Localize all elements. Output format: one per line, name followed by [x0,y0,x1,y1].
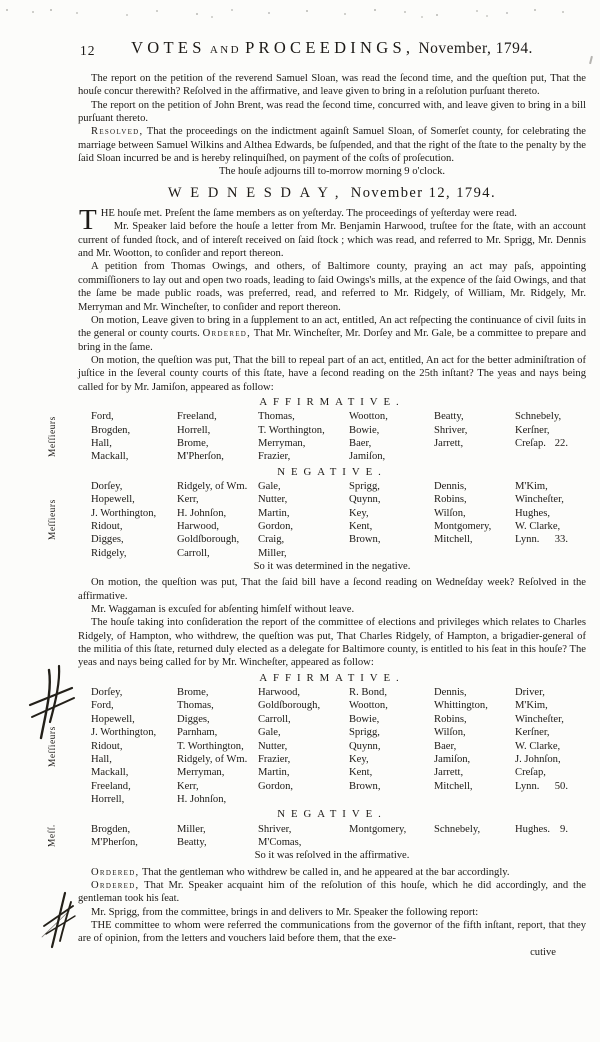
voter-name: Dorſey, [91,480,123,492]
title-proceedings: PROCEEDINGS, [245,38,415,57]
title-date: November, 1794. [418,40,533,57]
voter-name: Shriver, [434,424,468,436]
voter-name: Whittington, [434,700,488,712]
voter-name: Wilſon, [434,727,466,739]
voter-name: Thomas, [258,411,295,423]
day-heading-date: November 12, 1794. [350,184,497,201]
voter-name: Frazier, [258,753,291,765]
voter-name: Wilſon, [434,507,466,519]
voter-name: Kerr, [177,780,199,792]
voter-name: Ford, [91,700,114,712]
voter-name: Hall, [91,437,112,449]
vote-row [91,507,586,520]
vote-row [91,533,586,546]
vote-tally: 50. [554,780,568,792]
vote-row [91,740,586,753]
voter-name [434,450,515,463]
voter-name: Kerſner, [515,727,550,739]
voter-name: M'Pherſon, [91,836,138,848]
voter-name [349,793,434,806]
supplement-before: On motion, Leave given to bring in a ſupplement to an act, entitled, An act reſpecting the continuance of civil ſuits in the general or county courts. [78,314,586,340]
vote-row [91,410,586,423]
voter-name: Brogden, [91,823,131,835]
vote-row [91,520,586,533]
voter-name: Kent, [349,767,373,779]
messieurs-text: Meſſ. [47,824,58,848]
voter-name: Schnebely, [515,411,562,423]
vote-row [91,836,586,849]
ordered-called-in-paragraph [78,866,586,879]
voter-name: Brown, [349,534,381,546]
voter-name: Mitchell, [434,780,473,792]
voter-name: Nutter, [258,494,288,506]
drop-cap: T [79,204,97,237]
vote-row [91,766,586,779]
page-header [78,38,586,60]
voter-name: Harwood, [258,687,301,699]
voter-name: Hughes, [515,507,551,519]
voter-name: Digges, [177,713,210,725]
voter-name: Carroll, [177,547,210,559]
voter-name: Key, [349,753,369,765]
voter-name [258,793,349,806]
voter-name: Nutter, [258,740,288,752]
supplement-paragraph [78,314,586,354]
catchword: cutive [530,946,556,958]
voter-name: Wootton, [349,700,388,712]
voter-name: Hall, [91,753,112,765]
ridgely-question-paragraph: The houſe taking into conſideration the report of the committee of elections and privileges which relates to Charles Ridgely, of Hampton, who withdrew, the queſtion was put, That Charles Ridgely, of Hampton, a brigadier-general of the militia of this ſtate, returned duly elected as a delegate for Baltimore county, is entitled to his ſeat in this houſe? The yeas and nays being called for by Mr. Wincheſter, appeared as follow: [78,617,586,669]
voter-name: Hughes. [515,823,551,835]
negative-heading-2: NEGATIVE. [277,808,387,821]
second-reading-paragraph: On motion, the queſtion was put, That the ſaid bill have a ſecond reading on Wedneſday week? Reſolved in the affirmative. [78,577,586,602]
scan-noise [6,9,8,11]
repeal-question-paragraph: On motion, the queſtion was put, That the bill to repeal part of an act, entitled, An act for the better adminiſtration of juſtice in the ſeveral county courts of this ſtate, have a ſecond reading on the 25th inſtant? The yeas and nays being called for by Mr. Jamiſon, appeared as follow: [78,354,586,393]
voter-name: Dennis, [434,480,467,492]
voter-name: Jarrett, [434,437,464,449]
voter-name: Miller, [258,547,287,559]
voter-name [515,547,586,560]
vote-table-negative-2 [47,823,586,850]
voter-name [515,793,586,806]
resolved-sloan-paragraph [78,125,586,165]
voter-name: Key, [349,507,369,519]
negative-heading-1: NEGATIVE. [277,465,387,478]
voter-name: Bowie, [349,424,380,436]
ordered-speaker-text: That Mr. Speaker acquaint him of the reſolution of this houſe, which he did accordingly, and the gentleman took his ſeat. [78,879,586,905]
voter-name: Thomas, [177,700,214,712]
voter-name: Ridgely, of Wm. [177,753,248,765]
voter-name: Brogden, [91,424,131,436]
vote-tally: 22. [554,437,568,449]
voter-name: Hopewell, [91,713,135,725]
voter-name: Robins, [434,713,467,725]
vote-row [91,424,586,437]
voter-name: Gordon, [258,780,294,792]
voter-name: Robins, [434,494,467,506]
voter-name: Craig, [258,534,285,546]
vote-row [91,480,586,493]
owings-petition-paragraph: A petition from Thomas Owings, and others, of Baltimore county, praying an act may paſs, appointing commiſſioners to lay out and open two roads, leading to ſaid Owings's mills, at the expence of the ſaid Owings, and that the ſame be made public roads, was preferred, read, and referred to Mr. Ridgely, of William, Mr. Ridgely, Mr. Merryman and Mr. Wincheſter, to conſider and report thereon. [78,261,586,313]
voter-name: Martin, [258,767,290,779]
page-number: 12 [80,43,96,58]
supplement-after: That Mr. Wincheſter, Mr. Dorſey and Mr. Gale, be a committee to prepare and bring in the ſame. [78,328,586,353]
voter-name: Goldſborough, [258,700,321,712]
voter-name: Jamiſon, [434,753,471,765]
voter-name: Miller, [177,823,206,835]
voter-name: Baer, [434,740,457,752]
voter-name: T. Worthington, [177,740,244,752]
voter-name: Merryman, [177,767,225,779]
voter-name: H. Johnſon, [177,507,227,519]
title-votes: VOTES [131,38,206,57]
vote-table-negative-1 [47,480,586,560]
vote-row [91,713,586,726]
voter-name: M'Kim, [515,700,548,712]
vote-row [91,699,586,712]
messieurs-label [45,410,61,463]
voter-name [515,450,586,463]
day-heading [78,184,586,201]
report-brent-paragraph: The report on the petition of John Brent, was read the ſecond time, concurred with, and leave given to bring in a bill purſuant thereto. [78,99,586,125]
text-column [47,72,586,959]
vote2-result-line: So it was reſolved in the affirmative. [254,850,410,862]
voter-name [349,836,434,849]
voter-name [349,547,434,560]
voter-name: W. Clarke, [515,740,561,752]
handwritten-hash-mark-2 [40,889,80,953]
ordered-called-in-text: That the gentleman who withdrew be called in, and he appeared at the bar accordingly. [141,866,510,878]
voter-name: Kerr, [177,494,199,506]
vote1-result-line: So it was determined in the negative. [253,561,411,573]
vote-table-affirmative-2 [47,686,586,806]
voter-name: Kerſner, [515,424,550,436]
voter-name: Gordon, [258,521,294,532]
voter-name: J. Worthington, [91,727,157,739]
voter-name: Shriver, [258,823,292,835]
voter-name: H. Johnſon, [177,793,227,805]
voter-name: Freeland, [91,780,131,792]
voter-name: J. Johnſon, [515,753,561,765]
voter-name: J. Worthington, [91,507,157,519]
ordered-lead: Ordered, [91,879,140,891]
voter-name: Horrell, [91,793,125,805]
vote-row [91,547,586,560]
page-title [78,38,586,58]
waggaman-paragraph: Mr. Waggaman is excuſed for abſenting himſelf without leave. [91,604,355,616]
house-met-paragraph [78,204,586,237]
voter-name: Wootton, [349,411,388,423]
voter-name: Quynn, [349,740,381,752]
voter-name: Quynn, [349,494,381,506]
affirmative-heading-2: AFFIRMATIVE. [259,671,405,684]
resolved-lead: Resolved, [91,126,144,138]
title-and: AND [209,44,241,56]
voter-name: Driver, [515,687,545,699]
voter-name: Horrell, [177,424,211,436]
vote-row [91,780,586,793]
voter-name: Lynn. [515,534,540,546]
messieurs-label [45,823,61,850]
voter-name: Jamiſon, [349,451,386,463]
voter-name [434,836,515,849]
affirmative-heading-1: AFFIRMATIVE. [259,395,405,408]
resolved-text: That the proceedings on the indictment againſt Samuel Sloan, of Somerſet county, for celebrating the marriage between Samuel Wilkins and Althea Edwards, be ſuſpended, and that the right of the ſtate to the penalty by the ſaid Sloan incurred be and is hereby relinquiſhed, on payment of the coſts of proſecution. [78,126,586,165]
voter-name: Gale, [258,480,281,492]
voter-name: Harwood, [177,521,220,532]
voter-name: M'Comas, [258,836,302,848]
scan-fleck [589,56,593,64]
messieurs-text: Meſſieurs [47,499,58,541]
voter-name: R. Bond, [349,687,387,699]
voter-name: Merryman, [258,437,306,449]
speaker-letter-paragraph: Mr. Speaker laid before the houſe a letter from Mr. Benjamin Harwood, truſtee for the ſtate, with an account current of funded ſtock, and of intereſt received on ſaid ſtock ; which was read, and referred to Mr. Sprigg, Mr. Dennis and Mr. Wootton, to conſider and report thereon. [78,221,586,260]
voter-name: Martin, [258,507,290,519]
voter-name: Mackall, [91,767,129,779]
voter-name: Frazier, [258,451,291,463]
voter-name: Digges, [91,534,124,546]
vote-row [91,753,586,766]
messieurs-text: Meſſieurs [47,725,58,767]
voter-name: Freeland, [177,411,217,423]
voter-name: W. Clarke, [515,521,561,532]
voter-name: Gale, [258,727,281,739]
voter-name: T. Worthington, [258,424,325,436]
messieurs-label [45,686,61,806]
voter-name: Hopewell, [91,494,135,506]
voter-name: Brome, [177,437,209,449]
house-met-text: HE houſe met. Preſent the ſame members as on yeſterday. The proceedings of yeſterday were read. [100,208,517,220]
voter-name: Beatty, [434,411,464,423]
voter-name: Brome, [177,687,209,699]
voter-name: Jarrett, [434,767,464,779]
vote-row [91,493,586,506]
vote-tally: 9. [560,823,568,835]
ordered-speaker-paragraph [78,879,586,906]
voter-name: Wincheſter, [515,494,564,506]
vote-row [91,793,586,806]
voter-name: Mackall, [91,451,129,463]
voter-name: Mitchell, [434,534,473,546]
vote-row [91,450,586,463]
voter-name: Sprigg, [349,480,380,492]
voter-name: Dorſey, [91,687,123,699]
voter-name: Lynn. [515,780,540,792]
vote-table-affirmative-1 [47,410,586,463]
messieurs-text: Meſſieurs [47,416,58,458]
voter-name: Kent, [349,521,373,532]
voter-name [434,547,515,560]
vote-tally: 33. [554,534,568,546]
voter-name: M'Kim, [515,480,548,492]
adjourn-line: The houſe adjourns till to-morrow morning 9 o'clock. [218,166,446,178]
vote-row [91,437,586,450]
voter-name: Creſap. [515,437,546,449]
voter-name: Carroll, [258,713,291,725]
voter-name: Baer, [349,437,372,449]
day-heading-day: WEDNESDAY, [167,184,348,201]
vote-row [91,823,586,836]
voter-name: Schnebely, [434,823,481,835]
report-sloan-paragraph: The report on the petition of the reverend Samuel Sloan, was read the ſecond time, and the queſtion put, That the houſe concur therewith? Reſolved in the affirmative, and leave given to bring in a reſolution purſuant thereto. [78,73,586,98]
vote-row [91,686,586,699]
voter-name: Ridout, [91,740,123,752]
voter-name: Sprigg, [349,727,380,739]
voter-name [434,793,515,806]
ordered-lead: Ordered, [202,328,252,340]
committee-report-paragraph: THE committee to whom were referred the communications from the governor of the fifth inſtant, report, that they are of opinion, from the letters and vouchers laid before them, that the exe- [78,919,586,945]
sprigg-report-paragraph: Mr. Sprigg, from the committee, brings in and delivers to Mr. Speaker the following report: [91,906,479,918]
voter-name: Ridout, [91,521,123,532]
voter-name: Creſap, [515,767,546,779]
messieurs-label [45,480,61,560]
voter-name: Ridgely, of Wm. [177,480,248,492]
voter-name: Goldſborough, [177,534,240,546]
voter-name [515,836,586,849]
voter-name: Dennis, [434,687,467,699]
voter-name: Beatty, [177,836,207,848]
voter-name: M'Pherſon, [177,451,224,463]
voter-name: Wincheſter, [515,713,564,725]
voter-name: Ridgely, [91,547,127,559]
ordered-lead: Ordered, [91,866,140,878]
voter-name: Brown, [349,780,381,792]
voter-name: Bowie, [349,713,380,725]
voter-name: Montgomery, [349,823,407,835]
voter-name: Parnham, [177,727,218,739]
voter-name: Montgomery, [434,521,492,532]
vote-row [91,726,586,739]
voter-name: Ford, [91,411,114,423]
